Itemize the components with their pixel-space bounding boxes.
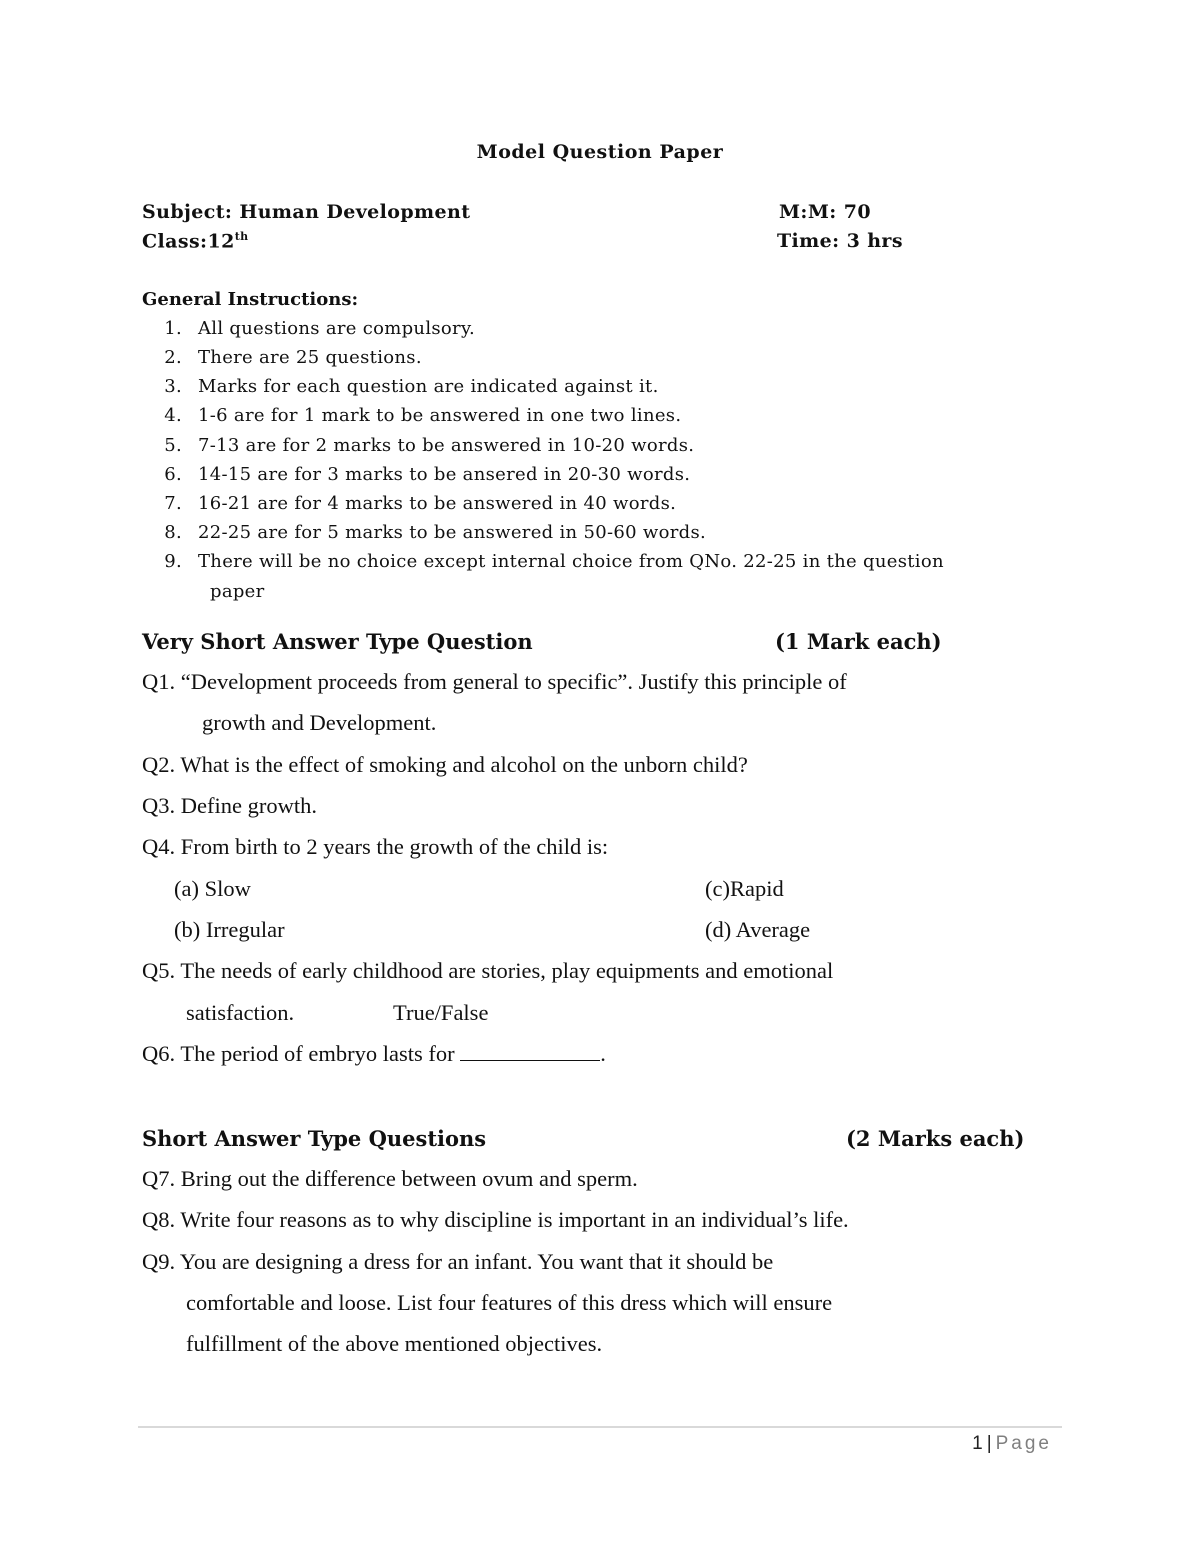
section-heading-very-short: Very Short Answer Type Question bbox=[142, 629, 533, 654]
question-2: Q2. What is the effect of smoking and alcohol on the unborn child? bbox=[142, 752, 748, 777]
instruction-number: 8. bbox=[164, 522, 182, 543]
instruction-number: 3. bbox=[164, 376, 182, 397]
answer-blank bbox=[460, 1042, 600, 1061]
instruction-text: All questions are compulsory. bbox=[198, 318, 476, 339]
time-label: Time: 3 hrs bbox=[777, 230, 903, 252]
question-6-end: . bbox=[600, 1041, 606, 1066]
class-suffix: th bbox=[234, 230, 249, 243]
instruction-number: 4. bbox=[164, 405, 182, 426]
instruction-text: 16-21 are for 4 marks to be answered in 40 words. bbox=[198, 493, 677, 514]
instruction-number: 7. bbox=[164, 493, 182, 514]
question-7: Q7. Bring out the difference between ovum and sperm. bbox=[142, 1166, 638, 1191]
question-6-text: Q6. The period of embryo lasts for bbox=[142, 1041, 455, 1066]
instruction-text: 7-13 are for 2 marks to be answered in 10-20 words. bbox=[198, 435, 695, 456]
instruction-number: 9. bbox=[164, 551, 182, 572]
option-b: (b) Irregular bbox=[174, 917, 285, 942]
option-d: (d) Average bbox=[705, 917, 811, 942]
instruction-number: 6. bbox=[164, 464, 182, 485]
question-6 bbox=[142, 1041, 606, 1067]
question-5-continuation: satisfaction. bbox=[186, 1000, 295, 1025]
option-a: (a) Slow bbox=[174, 876, 251, 901]
instruction-text: 1-6 are for 1 mark to be answered in one two lines. bbox=[198, 405, 682, 426]
instruction-continuation: paper bbox=[210, 581, 265, 602]
class-text: Class:12 bbox=[142, 230, 235, 253]
question-8: Q8. Write four reasons as to why discipline is important in an individual’s life. bbox=[142, 1207, 849, 1232]
subject-label: Subject: Human Development bbox=[142, 201, 471, 223]
page-label: Page bbox=[995, 1433, 1052, 1454]
question-4: Q4. From birth to 2 years the growth of the child is: bbox=[142, 834, 609, 859]
question-1-continuation: growth and Development. bbox=[202, 710, 437, 735]
true-false-label: True/False bbox=[393, 1000, 489, 1025]
section-heading-short: Short Answer Type Questions bbox=[142, 1126, 487, 1151]
section-marks-very-short: (1 Mark each) bbox=[775, 629, 942, 654]
paper-title: Model Question Paper bbox=[476, 141, 724, 163]
section-marks-short: (2 Marks each) bbox=[846, 1126, 1025, 1151]
question-5: Q5. The needs of early childhood are stories, play equipments and emotional bbox=[142, 958, 834, 983]
question-9-continuation-2: fulfillment of the above mentioned objectives. bbox=[186, 1331, 603, 1356]
instruction-number: 2. bbox=[164, 347, 182, 368]
instruction-text: 22-25 are for 5 marks to be answered in 50-60 words. bbox=[198, 522, 707, 543]
instruction-text: 14-15 are for 3 marks to be ansered in 20-30 words. bbox=[198, 464, 691, 485]
max-marks: M:M: 70 bbox=[779, 201, 871, 223]
question-9-continuation-1: comfortable and loose. List four features of this dress which will ensure bbox=[186, 1290, 833, 1315]
page-number: 1 bbox=[972, 1433, 983, 1454]
instruction-text: There will be no choice except internal choice from QNo. 22-25 in the question bbox=[198, 551, 944, 572]
page-separator: | bbox=[986, 1433, 992, 1454]
instruction-text: There are 25 questions. bbox=[198, 347, 422, 368]
page-footer bbox=[972, 1433, 1052, 1455]
instruction-number: 5. bbox=[164, 435, 182, 456]
instruction-number: 1. bbox=[164, 318, 182, 339]
option-c: (c)Rapid bbox=[705, 876, 784, 901]
footer-divider bbox=[138, 1426, 1062, 1428]
instruction-text: Marks for each question are indicated against it. bbox=[198, 376, 659, 397]
question-9: Q9. You are designing a dress for an infant. You want that it should be bbox=[142, 1249, 774, 1274]
question-3: Q3. Define growth. bbox=[142, 793, 317, 818]
instructions-heading: General Instructions: bbox=[142, 289, 359, 310]
class-label bbox=[142, 230, 249, 252]
question-1: Q1. “Development proceeds from general to specific”. Justify this principle of bbox=[142, 669, 847, 694]
